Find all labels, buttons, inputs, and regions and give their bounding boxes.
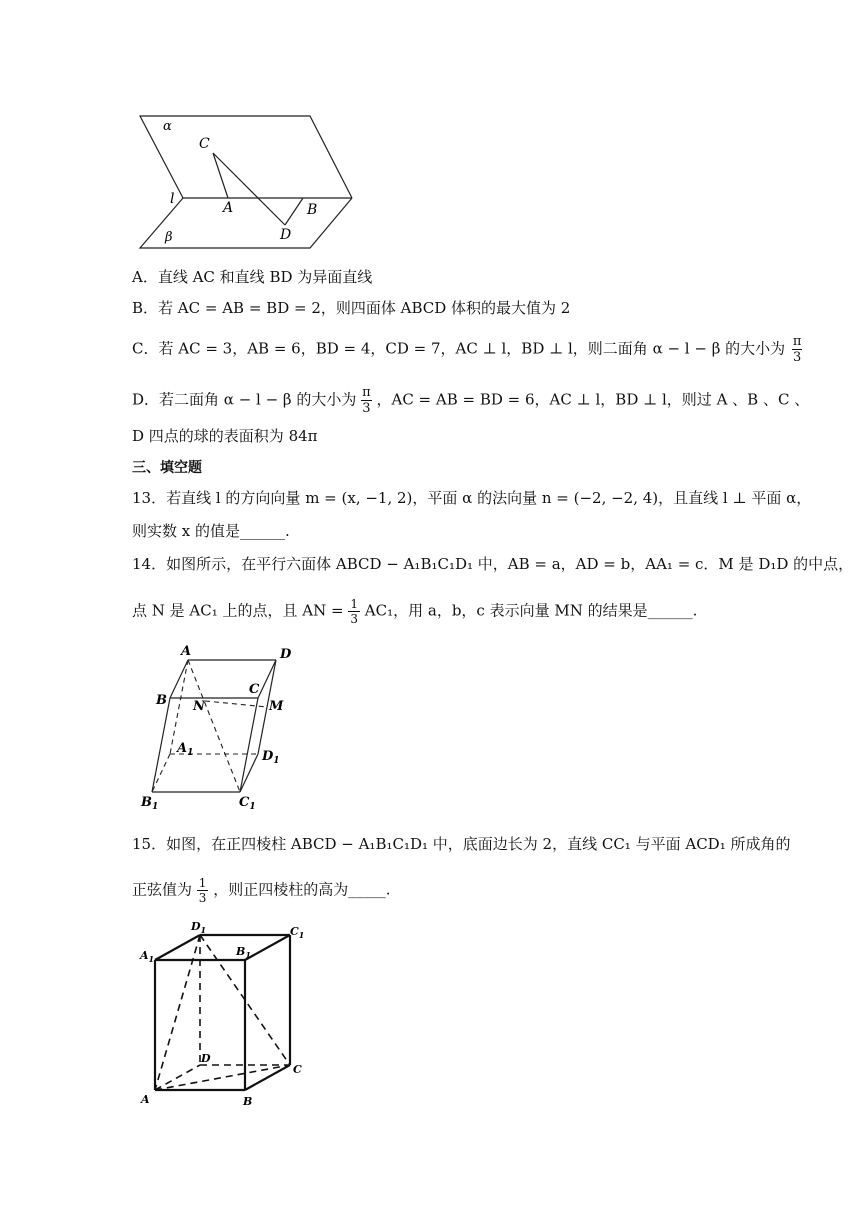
label-D: D	[280, 647, 292, 662]
label-A: A	[181, 644, 192, 659]
q14-line2	[132, 597, 697, 626]
q15-line2	[132, 876, 391, 905]
q14-line2a: 点 N 是 AC₁ 上的点，且 AN =	[132, 601, 344, 620]
q15-line2a: 正弦值为	[132, 880, 193, 899]
prism-figure	[135, 915, 315, 1115]
label-B: B	[156, 693, 167, 708]
label-beta: β	[165, 230, 173, 245]
fraction-num: 1	[350, 597, 359, 611]
fraction-num: 1	[198, 876, 207, 890]
q14-fraction	[348, 597, 360, 626]
label-C1: $C_1$	[290, 925, 305, 940]
label-D: D	[201, 1052, 211, 1065]
option-c-fraction	[792, 334, 803, 365]
label-C: C	[249, 682, 260, 697]
option-d-text1: D．若二面角 α − l − β 的大小为	[132, 390, 357, 409]
label-B1: $B_1$	[236, 945, 251, 960]
fraction-den: 3	[793, 350, 802, 365]
label-A: A	[141, 1093, 150, 1106]
fraction-den: 3	[362, 401, 371, 416]
label-B: B	[243, 1095, 253, 1108]
option-c	[132, 334, 802, 365]
parallelepiped-figure	[135, 640, 310, 815]
fraction-num: π	[362, 385, 371, 400]
q15-fraction	[197, 876, 209, 905]
label-l: l	[170, 191, 175, 207]
section-title: 三、填空题	[132, 460, 202, 476]
option-d-text2: ，AC = AB = BD = 6，AC ⊥ l，BD ⊥ l，则过 A 、B 、C 、	[376, 390, 810, 409]
q14-line2b: AC₁，用 a，b，c 表示向量 MN 的结果是______.	[364, 601, 698, 620]
label-D1: $D_1$	[262, 749, 280, 766]
label-alpha: α	[163, 119, 172, 134]
q14-line1: 14．如图所示，在平行六面体 ABCD − A₁B₁C₁D₁ 中，AB = a，AD = b，AA₁ = c．M 是 D₁D 的中点，	[132, 555, 854, 573]
q13-line2: 则实数 x 的值是______.	[132, 522, 290, 540]
label-C: C	[199, 136, 210, 152]
option-d-fraction	[361, 385, 372, 416]
label-A1: $A_1$	[177, 741, 194, 758]
fraction-den: 3	[198, 891, 207, 905]
label-B1: $B_1$	[141, 795, 159, 812]
label-C1: $C_1$	[239, 795, 256, 812]
label-B: B	[307, 202, 318, 218]
label-M: M	[269, 699, 284, 714]
fraction-num: π	[792, 334, 802, 349]
label-A: A	[223, 200, 234, 216]
label-D1: $D_1$	[191, 920, 207, 935]
option-a: A．直线 AC 和直线 BD 为异面直线	[132, 268, 373, 286]
label-A1: $A_1$	[140, 949, 155, 964]
fraction-den: 3	[350, 612, 359, 626]
q13-line1: 13．若直线 l 的方向向量 m = (x, −1, 2)，平面 α 的法向量 n = (−2, −2, 4)，且直线 l ⊥ 平面 α，	[132, 489, 812, 507]
option-b: B．若 AC = AB = BD = 2，则四面体 ABCD 体积的最大值为 2	[132, 299, 571, 317]
option-c-text: C．若 AC = 3，AB = 6，BD = 4，CD = 7，AC ⊥ l，BD ⊥ l，则二面角 α − l − β 的大小为	[132, 339, 786, 358]
label-C: C	[293, 1063, 302, 1076]
q15-line1: 15．如图，在正四棱柱 ABCD − A₁B₁C₁D₁ 中，底面边长为 2，直线 CC₁ 与平面 ACD₁ 所成角的	[132, 835, 791, 853]
label-N: N	[193, 699, 205, 714]
option-d	[132, 385, 809, 416]
label-D: D	[280, 227, 292, 243]
q15-line2b: ，则正四棱柱的高为_____.	[213, 880, 391, 899]
dihedral-figure	[135, 108, 360, 253]
option-d-line2: D 四点的球的表面积为 84π	[132, 427, 318, 445]
